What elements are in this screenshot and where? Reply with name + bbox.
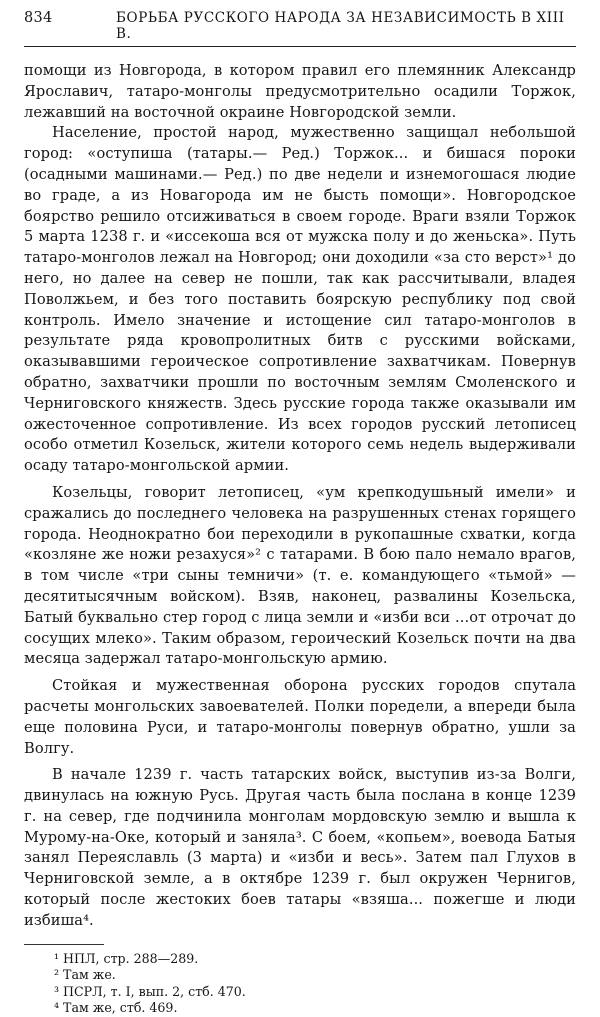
paragraph: Население, простой народ, мужественно защищал небольшой город: «оступиша (татары.— Ред.) Торжок... и бишася пороки (осадными машинами.— Ред.) по две недели и изнемогошася людие во граде, а из Новагорода им не бысть помощи». Новгородское боярство решило отсиживаться в своем городе. Враги взяли Торжок 5 марта 1238 г. и «иссекоша вся от мужска полу и до женьска». Путь татаро-монголов лежал на Новгород; они доходили «за сто верст»¹ до него, но далее на север не пошли, так как рассчитывали, владея Поволжьем, и без того поставить боярскую республику под свой контроль. Имело значение и истощение сил татаро-монголов в результате ряда кровопролитных битв с русскими войсками, оказывавшими героическое сопротивление захватчикам. Повернув обратно, захватчики прошли по восточным землям Смоленского и Черниговского княжеств. Здесь русские города также оказывали им ожесточенное сопротивление. Из всех городов русский летописец особо отметил Козельск, жители которого семь недель выдерживали осаду татаро-монгольской армии. <box>24 124 576 475</box>
paragraph: Козельцы, говорит летописец, «ум крепкодушьный имели» и сражались до последнего человека на разрушенных стенах горящего города. Неоднократно бои переходили в рукопашные схватки, когда «козляне же ножи резахуся»² с татарами. В бою пало немало врагов, в том числе «три сыны темничи» (т. е. командующего «тьмой» — десятитысячным войском). Взяв, наконец, развалины Козельска, Батый буквально стер город с лица земли и «изби вси ...от отрочат до сосущих млеко». Таким образом, героический Козельск почти на два месяца задержал татаро-монгольскую армию. <box>24 483 576 668</box>
footnote: ² Там же. <box>54 967 116 983</box>
footnotes <box>24 951 576 1017</box>
page-number: 834 <box>24 10 53 26</box>
footnote: ¹ НПЛ, стр. 288—289. <box>54 950 199 966</box>
footnote: ³ ПСРЛ, т. I, вып. 2, стб. 470. <box>54 983 246 999</box>
running-header <box>24 10 576 47</box>
paragraph-continued: помощи из Новгорода, в котором правил его племянник Александр Ярославич, татаро-монголы предусмотрительно осадили Торжок, лежавший на восточной окраине Новгородской земли. <box>24 62 576 121</box>
paragraph: В начале 1239 г. часть татарских войск, выступив из-за Волги, двинулась на южную Русь. Другая часть была послана в конце 1239 г. на север, где подчинила монголам мордовскую землю и вышла к Мурому-на-Оке, который и заняла³. С боем, «копьем», воевода Батыя занял Переяславль (3 марта) и «изби и весь». Затем пал Глухов в Черниговской земле, а в октябре 1239 г. был окружен Чернигов, который после жестоких боев татары «взяша... пожегше и люди избиша⁴. <box>24 766 576 929</box>
main-text <box>24 61 576 932</box>
running-title: БОРЬБА РУССКОГО НАРОДА ЗА НЕЗАВИСИМОСТЬ В XIII В. <box>116 10 565 42</box>
footnote-divider <box>24 944 104 945</box>
footnote: ⁴ Там же, стб. 469. <box>54 1000 178 1016</box>
paragraph: Стойкая и мужественная оборона русских городов спутала расчеты монгольских завоевателей. Полки поредели, а впереди была еще половина Руси, и татаро-монголы повернув обратно, ушли за Волгу. <box>24 677 576 757</box>
